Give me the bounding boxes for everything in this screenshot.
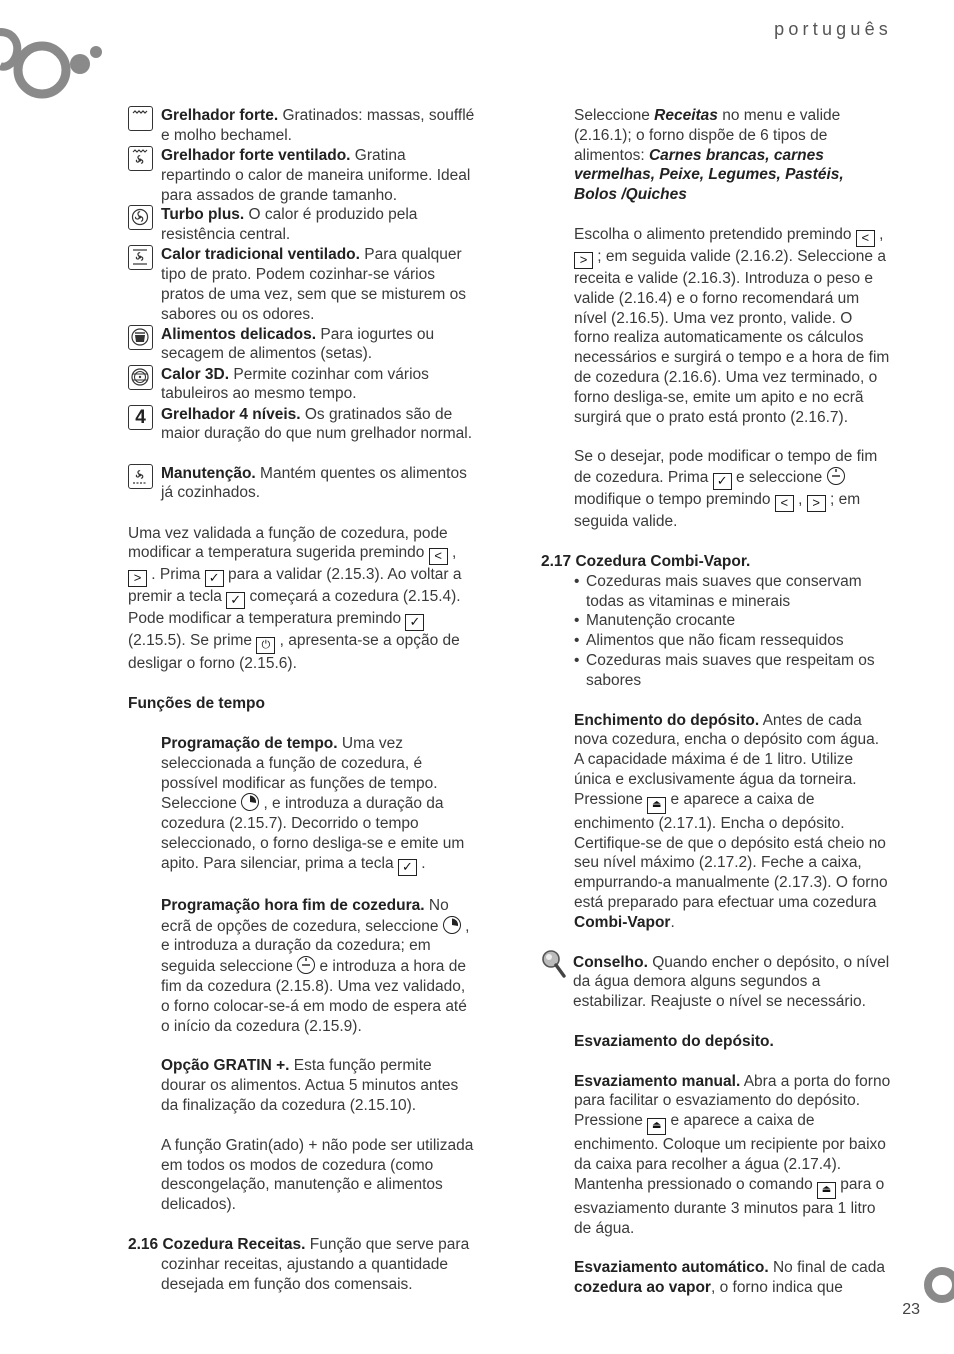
function-text: O calor é produzido pela resistência central. [161,206,418,244]
function-item [128,325,478,365]
function-item [128,205,478,245]
eject-key-icon: ⏏ [817,1182,836,1199]
recipes-section-paragraph: 2.16 Cozedura Receitas. Função que serve para cozinhar receitas, ajustando a quantidade desejada em função dos comensais. [128,1235,470,1293]
eject-key-icon: ⏏ [647,1118,666,1135]
function-title: Calor 3D. [161,365,230,383]
function-title: Alimentos delicados. [161,325,317,343]
list-item: • Cozeduras mais suaves que respeitam os sabores [586,651,891,691]
check-key-icon: ✓ [405,614,424,631]
clock-icon [443,916,461,934]
function-item [128,464,478,504]
eject-key-icon: ⏏ [647,797,666,814]
recipes-modify-paragraph: Se o desejar, pode modificar o tempo de fim de cozedura. Prima ✓ e seleccione modifique o tempo premindo < , > ; em seguida valide. [574,448,878,531]
advice-paragraph: Conselho. Quando encher o depósito, o nível da água demora alguns segundos a estabilizar. Reajuste o nível se necessário. [541,953,891,1012]
check-key-icon: ✓ [713,473,732,490]
function-text: Para iogurtes ou secagem de alimentos (setas). [161,325,435,363]
list-item: • Alimentos que não ficam ressequidos [586,631,891,651]
function-text: Gratinados: massas, soufflé e molho bechamel. [161,107,475,144]
function-title: Manutenção. [161,464,256,482]
time-functions-heading: Funções de tempo [128,695,265,713]
function-item [128,365,478,405]
function-text: Os gratinados são de maior duração do que num grelhador normal. [161,405,473,443]
combi-benefits-list [541,572,891,691]
function-text: Mantém quentes os alimentos já cozinhados. [161,464,467,502]
grill-4-levels-glyph: 4 [135,406,146,428]
list-item: • Cozeduras mais suaves que conservam todas as vitaminas e minerais [586,572,891,612]
grill-4-levels-icon [128,405,153,430]
recipes-choose-paragraph: Escolha o alimento pretendido premindo < , > ; em seguida valide (2.16.2). Seleccione a receita e valide (2.16.3). Introduza o peso e valide (2.16.4) e o forno recomendará um nível (2.16.5). Uma vez pronto, valide. O forno realiza automaticamente os cálculos necessários e surgirá o tempo e a hora de fim de cozedura (2.16.6). Uma vez terminado, o forno desliga-se, emite um apito e no ecrã surgirá que o prato está pronto (2.16.7). [574,225,890,426]
clock-icon [241,793,259,811]
brand-logo-icon [0,20,110,110]
function-item [128,106,478,146]
right-arrow-key-icon: > [128,570,147,587]
validation-paragraph: Uma vez validada a função de cozedura, pode modificar a temperatura sugerida premindo < , > . Prima ✓ para a validar (2.15.3). Ao voltar a premir a tecla ✓ começará a cozedura (2.15.4). Pode modificar a temperatura premindo ✓ (2.15.5). Se prime ⏻ , apresenta-se a opção de desligar o forno (2.15.6). [128,524,462,673]
right-arrow-key-icon: > [574,252,593,269]
function-text: Permite cozinhar com vários tabuleiros ao mesmo tempo. [161,365,429,403]
emptying-heading: Esvaziamento do depósito. [574,1032,774,1050]
function-title: Turbo plus. [161,206,245,224]
delicate-food-icon [128,325,153,350]
function-item [128,405,478,464]
check-key-icon: ✓ [205,570,224,587]
function-title: Grelhador 4 níveis. [161,405,301,423]
check-key-icon: ✓ [398,859,417,876]
heat-3d-icon [128,365,153,390]
check-key-icon: ✓ [226,592,245,609]
end-time-programming-paragraph: Programação hora fim de cozedura. No ecrã de opções de cozedura, seleccione , e introduza a duração da cozedura; em seguida seleccione e introduza a hora de fim da cozedura (2.15.8). Uma vez validado, o forno colocar-se-á em modo de espera até o início da cozedura (2.15.9). [161,896,470,1035]
left-column [128,106,478,1294]
fan-grill-icon [128,146,153,171]
page-number: 23 [902,1301,920,1318]
language-label: português [774,19,892,39]
function-text: Para qualquer tipo de prato. Podem cozinhar-se vários pratos de uma vez, sem que se misturem os sabores ou os odores. [161,246,466,323]
grill-icon [128,106,153,131]
auto-emptying-paragraph: Esvaziamento automático. No final de cada cozedura ao vapor, o forno indica que [574,1259,885,1297]
function-item [128,245,478,324]
function-title: Calor tradicional ventilado. [161,246,360,264]
turbo-fan-icon [128,205,153,230]
gratin-note-paragraph: A função Gratin(ado) + não pode ser utilizada em todos os modos de cozedura (como descongelação, manutenção e alimentos delicados). [161,1136,474,1214]
combi-section-title: 2.17 Cozedura Combi-Vapor. [541,552,751,570]
cooking-functions-list [128,106,478,504]
left-arrow-key-icon: < [775,495,794,512]
gratin-option-paragraph: Opção GRATIN +. Esta função permite dourar os alimentos. Actua 5 minutos antes da finalização da cozedura (2.15.10). [161,1057,459,1114]
time-programming-paragraph: Programação de tempo. Uma vez seleccionada a função de cozedura, é possível modificar as funções de tempo. Seleccione , e introduza a duração da cozedura (2.15.7). Decorrido o tempo seleccionado, o forno desliga-se e emite um apito. Para silenciar, prima a tecla ✓ . [161,734,465,874]
corner-circle-icon [920,1265,954,1305]
left-arrow-key-icon: < [429,548,448,565]
magnifier-icon [541,949,567,985]
function-title: Grelhador forte ventilado. [161,147,351,164]
function-text: Gratina repartindo o calor de maneira uniforme. Ideal para assados de grande tamanho. [161,147,471,204]
function-item [128,146,478,205]
list-item: • Manutenção crocante [586,611,891,631]
fan-traditional-icon [128,245,153,270]
manual-emptying-paragraph: Esvaziamento manual. Abra a porta do forno para facilitar o esvaziamento do depósito. Pressione ⏏ e aparece a caixa de enchimento. Coloque um recipiente por baixo da caixa para recolher a água (2.17.4). Mantenha pressionado o comando ⏏ para o esvaziamento durante 3 minutos para 1 litro de água. [574,1072,891,1237]
power-key-icon: ⏻ [256,637,275,654]
right-column [541,106,891,1298]
tank-filling-paragraph: Enchimento do depósito. Antes de cada nova cozedura, encha o depósito com água. A capacidade máxima é de 1 litro. Utilize única e exclusivamente água da torneira. Pressione ⏏ e aparece a caixa de enchimento (2.17.1). Encha o depósito. Certifique-se de que o depósito está cheio no seu nível máximo (2.17.2). Feche a caixa, empurrando-a manualmente (2.17.3). O forno está preparado para efectuar uma cozedura Combi-Vapor. [574,711,888,931]
left-arrow-key-icon: < [856,230,875,247]
recipes-select-paragraph: Seleccione Receitas no menu e valide (2.16.1); o forno dispõe de 6 tipos de alimentos: Carnes brancas, carnes vermelhas, Peixe, Legumes, Pastéis, Bolos /Quiches [574,107,844,204]
keep-warm-icon [128,464,153,489]
end-time-icon [297,956,315,974]
function-title: Grelhador forte. [161,107,279,124]
right-arrow-key-icon: > [807,495,826,512]
end-time-icon [827,467,845,485]
